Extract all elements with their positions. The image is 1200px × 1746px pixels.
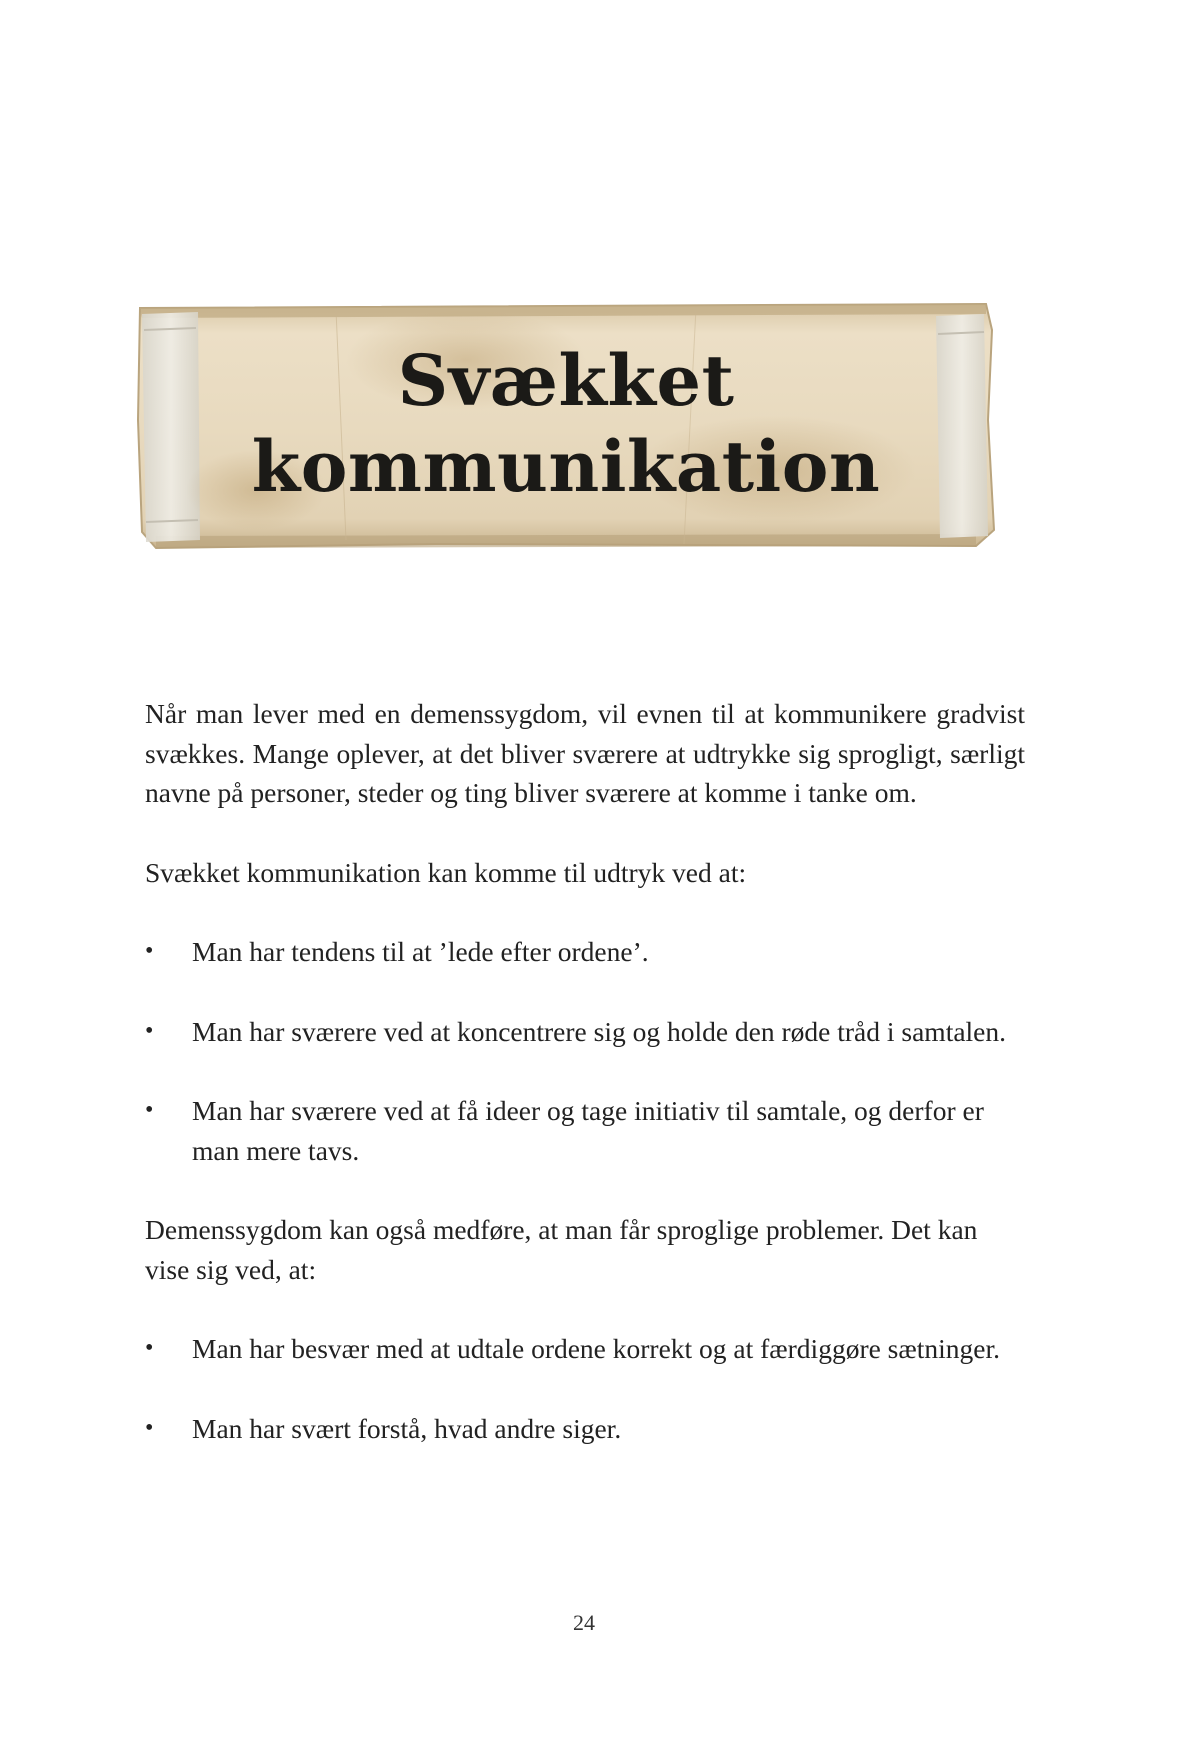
list2-heading: Demenssygdom kan også medføre, at man får sproglige problemer. Det kan vise sig ved, at:	[145, 1214, 978, 1285]
list-item-text: Man har svært forstå, hvad andre siger.	[192, 1412, 622, 1444]
list-item-text: Man har tendens til at ’lede efter ordene’.	[192, 936, 649, 967]
list-item	[145, 932, 1025, 972]
list-item	[145, 1091, 1025, 1170]
bullet-icon: •	[145, 938, 154, 964]
page-title	[196, 338, 936, 510]
bullet-icon: •	[145, 1017, 154, 1044]
title-line-2: kommunikation	[251, 425, 881, 508]
title-label	[136, 300, 996, 552]
bullet-icon: •	[145, 1335, 154, 1361]
list-item-text: Man har besvær med at udtale ordene korrekt og at færdiggøre sætninger.	[192, 1333, 1000, 1364]
page-number: 24	[573, 1610, 595, 1635]
list-item-text: Man har sværere ved at koncentrere sig og holde den røde tråd i samtalen.	[192, 1015, 1007, 1047]
list-item	[145, 1409, 1025, 1449]
intro-paragraph: Når man lever med en demenssygdom, vil evnen til at kommunikere gradvist svækkes. Mange oplever, at det bliver sværere at udtrykke sig sprogligt, særligt navne på personer, steder og ting bliver sværere at komme i tanke om.	[145, 698, 1025, 808]
list-item-text: Man har sværere ved at få ideer og tage initiativ til samtale, og derfor er man mere tavs.	[192, 1095, 984, 1166]
list1-heading: Svækket kommunikation kan komme til udtryk ved at:	[145, 856, 747, 888]
body-content	[145, 694, 1025, 1448]
symptom-list-2	[145, 1329, 1025, 1448]
bullet-icon: •	[145, 1414, 154, 1441]
title-line-1: Svækket	[397, 339, 735, 422]
symptom-list-1	[145, 932, 1025, 1170]
list-item	[145, 1329, 1025, 1369]
bullet-icon: •	[145, 1097, 154, 1123]
list-item	[145, 1012, 1025, 1052]
